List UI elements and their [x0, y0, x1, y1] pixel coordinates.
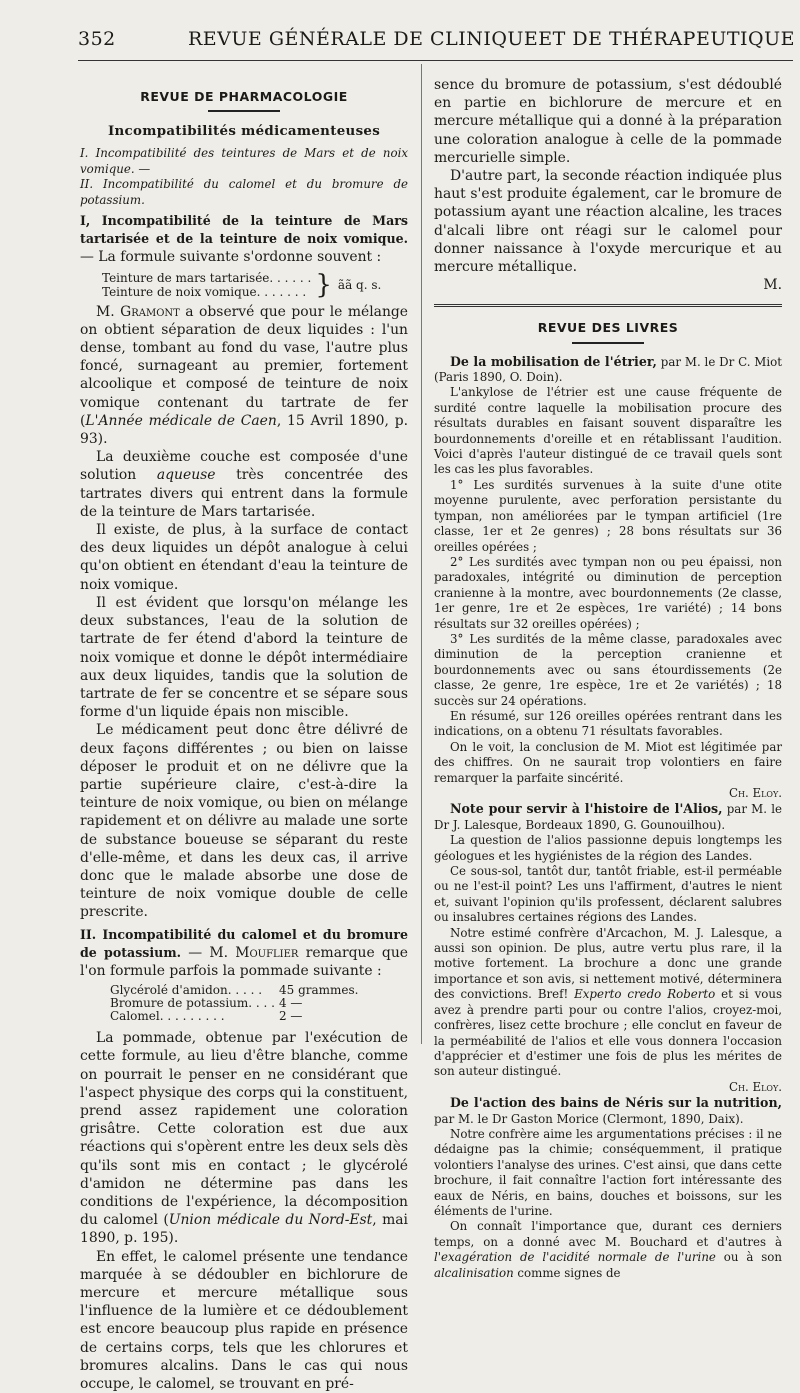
- formula-quantity: ãã q. s.: [337, 277, 382, 292]
- left-column: [80, 76, 408, 1393]
- formula-brace: }: [315, 269, 332, 300]
- paragraph-surface: Il existe, de plus, à la surface de contact des deux liquides un dépôt analogue à celui qu'on obtient en étendant d'eau la teinture de noix vomique.: [80, 522, 408, 593]
- section-rule: [572, 342, 644, 344]
- review-heading: De la mobilisation de l'étrier, par M. le Dr C. Miot (Paris 1890, O. Doin).: [434, 353, 782, 385]
- part2-heading: II. Incompatibilité du calomel et du bromure de potassium.: [80, 926, 408, 960]
- recipe-row: Calomel. . . . . . . . . 2 —: [110, 1009, 303, 1024]
- review-heading: Note pour servir à l'histoire de l'Alios, par M. le Dr J. Lalesque, Bordeaux 1890, G. Gounouilhou).: [434, 801, 782, 832]
- toc-line-1: I. Incompatibilité des teintures de Mars et de noix vomique. —: [80, 146, 408, 176]
- signature-row: [434, 276, 782, 294]
- toc-line-2: II. Incompatibilité du calomel et du bromure de potassium.: [80, 177, 408, 207]
- article-title: Incompatibilités médicamenteuses: [107, 123, 381, 140]
- part2-paragraph: II. Incompatibilité du calomel et du bromure de potassium. — M. Mouflier remarque que l'on formule parfois la pommade suivante :: [80, 926, 408, 979]
- paragraph-deuxieme-couche: La deuxième couche est composée d'une solution aqueuse très concentrée des tartrates divers qui entrent dans la formule de la teinture de Mars tartarisée.: [80, 449, 408, 520]
- review-neris: De l'action des bains de Néris sur la nutrition, par M. le Dr Gaston Morice (Clermont, 1890, Daix). Notre confrère aime les argumentations précises : il ne dédaigne pas la chimie; conséquemment, il pratique volontiers l'analyse des urines. C'est ainsi, que dans cette brochure, il fait connaître l'action fort intéressante des eaux de Néris, en bains, douches et boissons, sur les éléments de l'urine. On connaît l'importance que, durant ces derniers temps, on a donné avec M. Bouchard et d'autres à l'exagération de l'acidité normale de l'urine ou à son alcalinisation comme signes de: [434, 1095, 782, 1280]
- section-rule: [208, 110, 280, 112]
- journal-title: REVUE GÉNÉRALE DE CLINIQUEET DE THÉRAPEUTIQUE: [188, 28, 795, 50]
- running-head: [0, 28, 800, 52]
- paragraph-evident: Il est évident que lorsqu'on mélange les deux substances, l'eau de la solution de tartrate de fer étend d'abord la teinture de noix vomique et donne le dépôt intermédiaire aux deux liquides, tandis que la solution de tartrate de fer se concentre et se sépare sous forme d'un liquide épais non miscible.: [80, 594, 408, 721]
- recipe-row: Bromure de potassium. . . . 4 —: [110, 996, 303, 1011]
- recipe-table: [110, 984, 362, 1023]
- section-double-rule: [434, 304, 782, 307]
- review-mobilisation: De la mobilisation de l'étrier, par M. le Dr C. Miot (Paris 1890, O. Doin). L'ankylose de l'étrier est une cause fréquente de surdité contre laquelle la mobilisation procure des résultats durables en faisant souvent disparaître les bourdonnements d'oreille et en rétablissant l'audition. Voici d'après l'auteur distingué de ce travail quels sont les cas les plus favorables. 1° Les surdités survenues à la suite d'une otite moyenne purulente, avec perforation persistante du tympan, non améliorées par le tympan artificiel (1re classe, 1er et 2e genres) ; 28 bons résultats sur 36 oreilles opérées ; 2° Les surdités avec tympan non ou peu épaissi, non paradoxales, intégrité ou diminution de perception cranienne à la montre, avec bourdonnements (2e classe, 1er genre, 1re et 2e espèces, 1re variété) ; 14 bons résultats sur 32 oreilles opérées) ; 3° Les surdités de la même classe, paradoxales avec diminution de la perception cranienne et bourdonnements avec ou sans étourdissements (2e classe, 2e genre, 1re espèce, 1re et 2e variétés) ; 18 succès sur 24 opérations. En résumé, sur 126 oreilles opérées rentrant dans les indications, on a obtenu 71 résultats favorables. On le voit, la conclusion de M. Miot est légitimée par des chiffres. On ne saurait trop volontiers en faire remarquer la parfaite sincérité. Ch. Eloy.: [434, 353, 782, 801]
- review-alios: Note pour servir à l'histoire de l'Alios, par M. le Dr J. Lalesque, Bordeaux 1890, G. Gounouilhou). La question de l'alios passionne depuis longtemps les géologues et les hygiénistes de la région des Landes. Ce sous-sol, tantôt dur, tantôt friable, est-il perméable ou ne l'est-il point? Les uns l'affirment, d'autres le nient et, suivant l'opinion qu'ils professent, déclarent salubres ou insalubres certaines régions des Landes. Notre estimé confrère d'Arcachon, M. J. Lalesque, a aussi son opinion. De plus, autre vertu plus rare, il la motive fortement. La brochure a donc une grande importance et son avis, si nettement motivé, déterminera des convictions. Bref! Experto credo Roberto et si vous avez à prendre parti pour ou contre l'alios, croyez-moi, confrères, lisez cette brochure ; elle conclut en faveur de la perméabilité de l'alios et elle vous donnera l'occasion d'apprécier et d'estimer une fois de plus les mérites de son auteur distingué. Ch. Eloy.: [434, 801, 782, 1094]
- review-heading: De l'action des bains de Néris sur la nutrition, par M. le Dr Gaston Morice (Clermont, 1890, Daix).: [434, 1095, 782, 1126]
- part1-paragraph: I, Incompatibilité de la teinture de Mars tartarisée et de la teinture de noix vomique. — La formule suivante s'ordonne souvent :: [80, 213, 408, 266]
- formula-line-1: Teinture de mars tartarisée. . . . . .: [102, 270, 312, 285]
- paragraph-gramont: M. Gramont a observé que pour le mélange on obtient séparation de deux liquides : l'un dense, tombant au fond du vase, l'autre plus foncé, surnageant au premier, fortement alcoolique et composé de teinture de noix vomique contenant du tartrate de fer (L'Année médicale de Caen, 15 Avril 1890, p. 93).: [80, 303, 409, 448]
- part1-heading: I, Incompatibilité de la teinture de Mars tartarisée et de la teinture de noix vomique.: [80, 213, 408, 247]
- paragraph-pommade: La pommade, obtenue par l'exécution de cette formule, au lieu d'être blanche, comme on pourrait le penser en ne considérant que l'aspect physique des corps qui la constituent, prend assez rapidement une coloration grisâtre. Cette coloration est due aux réactions qui s'opèrent entre les deux sels dès qu'ils sont mis en contact ; le glycérolé d'amidon ne détermine pas dans les conditions de l'expérience, la décomposition du calomel (Union médicale du Nord-Est, mai 1890, p. 195).: [80, 1030, 408, 1247]
- section-title-pharmacologie: REVUE DE PHARMACOLOGIE: [140, 89, 348, 104]
- formula-line-2: Teinture de noix vomique. . . . . . .: [102, 284, 307, 299]
- paragraph-continuation: sence du bromure de potassium, s'est dédoublé en partie en bichlorure de mercure et en mercure métallique qui a donné à la préparation une coloration analogue à celle de la pommade mercurielle simple.: [434, 77, 782, 166]
- signature-eloy: Ch. Eloy.: [728, 1079, 782, 1094]
- formula-block: [102, 271, 408, 299]
- signature-eloy: Ch. Eloy.: [728, 786, 782, 801]
- recipe-row: Glycérolé d'amidon. . . . . 45 grammes.: [110, 983, 359, 998]
- header-rule: [78, 60, 793, 61]
- paragraph-en-effet: En effet, le calomel présente une tendance marquée à se dédoubler en bichlorure de mercure et mercure métallique sous l'influence de la lumière et ce dédoublement est encore beaucoup plus rapide en présence de certains corps, tels que les chlorures et bromures alcalins. Dans le cas qui nous occupe, le calomel, se trouvant en pré-: [80, 1248, 408, 1393]
- signature-m: M.: [763, 277, 782, 294]
- right-column: [434, 76, 782, 1281]
- section-title-livres: REVUE DES LIVRES: [537, 320, 679, 336]
- page-number: 352: [78, 28, 116, 50]
- paragraph-autre-part: D'autre part, la seconde réaction indiquée plus haut s'est produite également, car le bromure de potassium ayant une réaction alcaline, les traces d'alcali libre ont réagi sur le calomel pour donner naissance à l'oxyde mercurique et au mercure métallique.: [434, 168, 782, 276]
- paragraph-medicament: Le médicament peut donc être délivré de deux façons différentes ; ou bien on laisse déposer le produit et on ne délivre que la partie supérieure claire, c'est-à-dire la teinture de noix vomique, ou bien on mélange rapidement et on délivre au malade une sorte de substance boueuse se séparant du reste d'elle-même, et dans les deux cas, il arrive donc que le malade absorbe une dose de teinture de noix vomique double de celle prescrite.: [80, 722, 408, 921]
- column-divider: [421, 64, 422, 1044]
